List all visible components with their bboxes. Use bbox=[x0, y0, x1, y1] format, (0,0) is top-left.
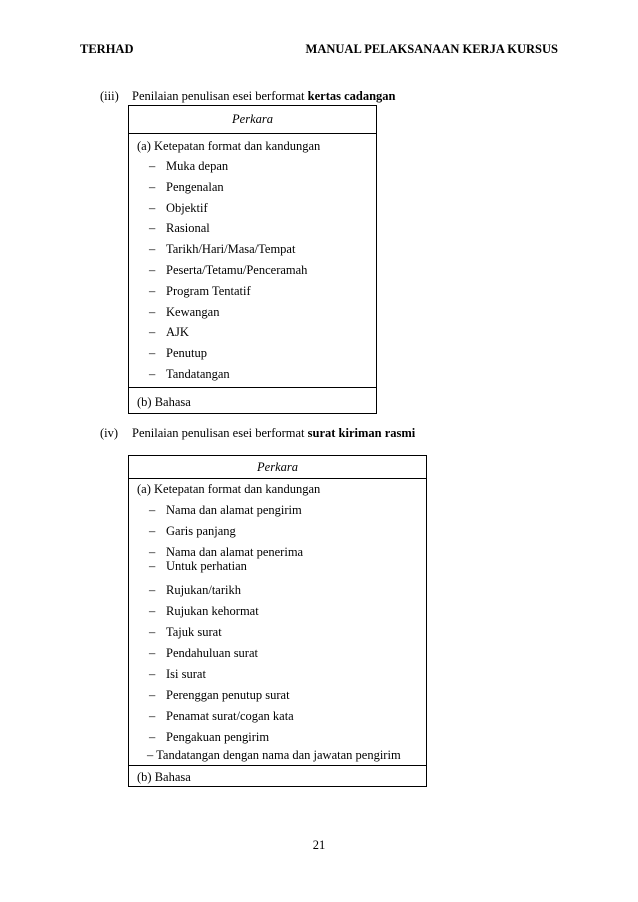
list-item bbox=[149, 159, 228, 174]
dash-bullet: – bbox=[149, 346, 156, 361]
list-item bbox=[149, 325, 189, 340]
list-item-text: Tarikh/Hari/Masa/Tempat bbox=[166, 242, 296, 257]
list-item-text: Untuk perhatian bbox=[166, 559, 247, 573]
section-iv-title bbox=[132, 426, 415, 441]
dash-bullet: – bbox=[149, 263, 156, 277]
dash-bullet: – bbox=[149, 667, 156, 681]
list-item-text: Pendahuluan surat bbox=[166, 646, 258, 660]
list-item-text: Peserta/Tetamu/Penceramah bbox=[166, 263, 308, 277]
section-iii-text: Penilaian penulisan esei berformat bbox=[132, 89, 308, 103]
list-item-text: Rasional bbox=[166, 221, 210, 236]
list-item-text: Program Tentatif bbox=[166, 283, 251, 298]
table-iv-group-b-label: (b) Bahasa bbox=[137, 770, 191, 784]
table-iv-last-item: – Tandatangan dengan nama dan jawatan pengirim bbox=[147, 748, 401, 762]
table-iv-head: Perkara bbox=[129, 456, 426, 479]
list-item bbox=[149, 503, 302, 518]
list-item bbox=[149, 242, 295, 257]
section-iii-title bbox=[132, 89, 396, 104]
list-item-text: Isi surat bbox=[166, 667, 206, 681]
list-item-text: Kewangan bbox=[166, 304, 220, 319]
dash-bullet: – bbox=[149, 304, 156, 319]
table-iv-group-b bbox=[129, 765, 426, 788]
list-item bbox=[149, 201, 208, 216]
dash-bullet: – bbox=[149, 559, 156, 573]
list-item bbox=[149, 667, 206, 682]
list-item-text: Objektif bbox=[166, 200, 208, 215]
dash-bullet: – bbox=[149, 367, 156, 381]
list-item-text: Rujukan kehormat bbox=[166, 604, 259, 618]
list-item bbox=[149, 709, 294, 724]
dash-bullet: – bbox=[149, 688, 156, 702]
dash-bullet: – bbox=[149, 604, 156, 618]
section-iii-bold: kertas cadangan bbox=[307, 89, 396, 103]
list-item bbox=[149, 688, 290, 703]
list-item bbox=[149, 263, 307, 278]
list-item bbox=[149, 625, 222, 640]
list-item bbox=[149, 545, 303, 560]
dash-bullet: – bbox=[149, 730, 156, 744]
list-item-text: Tajuk surat bbox=[166, 625, 222, 639]
list-item bbox=[149, 730, 269, 745]
list-item bbox=[149, 646, 258, 661]
list-item-text: Perenggan penutup surat bbox=[166, 688, 290, 702]
list-item-text: Tandatangan bbox=[166, 367, 230, 381]
list-item bbox=[149, 583, 241, 598]
list-item bbox=[149, 284, 251, 299]
dash-bullet: – bbox=[149, 583, 156, 597]
dash-bullet: – bbox=[149, 524, 156, 538]
header-right: MANUAL PELAKSANAAN KERJA KURSUS bbox=[305, 42, 558, 56]
list-item-text: Nama dan alamat pengirim bbox=[166, 503, 302, 517]
dash-bullet: – bbox=[149, 325, 156, 340]
list-item-text: Nama dan alamat penerima bbox=[166, 545, 304, 559]
list-item bbox=[149, 524, 236, 539]
dash-bullet: – bbox=[149, 709, 156, 723]
list-item bbox=[149, 604, 259, 619]
section-iv-number: (iv) bbox=[100, 426, 119, 440]
section-iii-number: (iii) bbox=[100, 89, 119, 103]
section-iv-bold: surat kiriman rasmi bbox=[307, 426, 416, 440]
dash-bullet: – bbox=[149, 200, 156, 215]
list-item bbox=[149, 559, 247, 574]
dash-bullet: – bbox=[149, 283, 156, 298]
dash-bullet: – bbox=[149, 646, 156, 660]
dash-bullet: – bbox=[149, 179, 156, 194]
dash-bullet: – bbox=[149, 242, 156, 257]
list-item-text: Pengakuan pengirim bbox=[166, 730, 270, 744]
table-kertas-cadangan bbox=[128, 105, 377, 414]
list-item-text: Penutup bbox=[166, 346, 207, 361]
dash-bullet: – bbox=[149, 625, 156, 639]
list-item-text: Muka depan bbox=[166, 159, 229, 173]
page-number: 21 bbox=[312, 838, 326, 852]
list-item-text: Rujukan/tarikh bbox=[166, 583, 241, 597]
table-iv-group-a: (a) Ketepatan format dan kandungan bbox=[137, 482, 321, 496]
table-surat-kiriman-rasmi bbox=[128, 455, 427, 787]
header-left: TERHAD bbox=[80, 42, 134, 56]
dash-bullet: – bbox=[149, 159, 156, 173]
table-iii-group-b-label: (b) Bahasa bbox=[137, 395, 191, 409]
table-iii-head: Perkara bbox=[129, 106, 376, 134]
list-item-text: Penamat surat/cogan kata bbox=[166, 709, 294, 723]
list-item-text: AJK bbox=[166, 325, 189, 340]
dash-bullet: – bbox=[149, 221, 156, 236]
section-iv-text: Penilaian penulisan esei berformat bbox=[132, 426, 308, 440]
list-item bbox=[149, 367, 230, 382]
table-iii-group-a: (a) Ketepatan format dan kandungan bbox=[137, 139, 321, 153]
list-item-text: Garis panjang bbox=[166, 524, 236, 538]
list-item bbox=[149, 221, 210, 236]
list-item bbox=[149, 346, 207, 361]
dash-bullet: – bbox=[149, 503, 156, 517]
table-iii-group-b bbox=[129, 387, 376, 415]
list-item-text: Pengenalan bbox=[166, 179, 224, 194]
list-item bbox=[149, 305, 219, 320]
list-item bbox=[149, 180, 224, 195]
dash-bullet: – bbox=[149, 545, 156, 559]
